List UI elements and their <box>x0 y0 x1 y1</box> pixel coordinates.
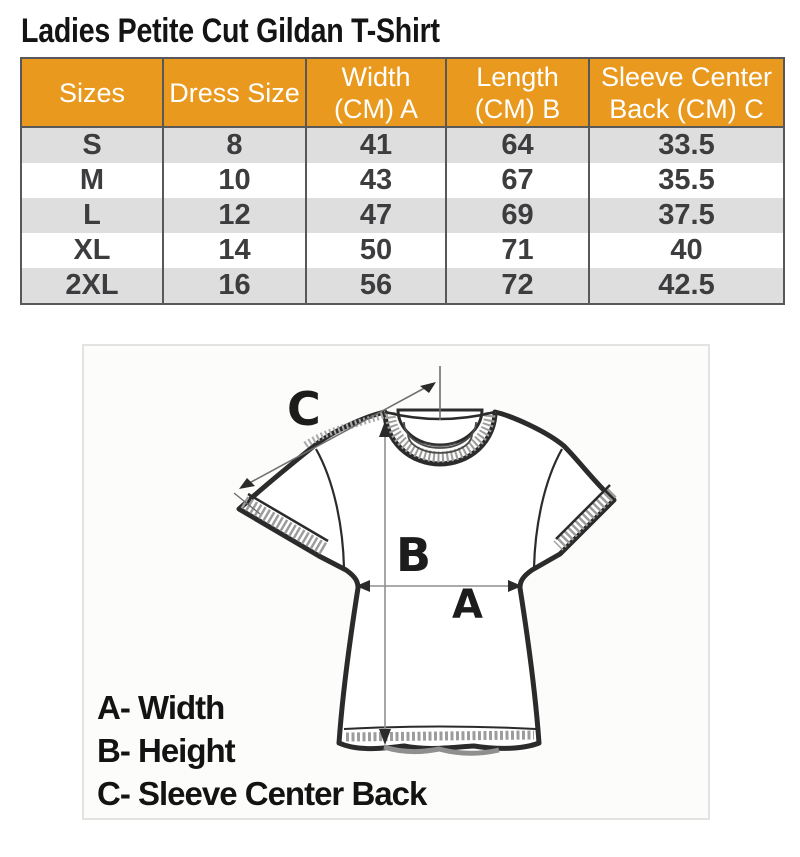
table-cell: 2XL <box>21 268 163 304</box>
table-cell: 50 <box>306 233 446 268</box>
legend-line-b: B- Height <box>97 732 235 769</box>
table-cell: 12 <box>163 198 306 233</box>
legend-line-c: C- Sleeve Center Back <box>97 775 427 812</box>
table-cell: 8 <box>163 127 306 163</box>
table-cell: 41 <box>306 127 446 163</box>
table-cell: 71 <box>446 233 589 268</box>
header-line: Back (CM) C <box>609 93 764 124</box>
table-cell: 33.5 <box>589 127 784 163</box>
table-row <box>21 163 784 198</box>
table-row <box>21 127 784 163</box>
table-row <box>21 198 784 233</box>
table-cell: 35.5 <box>589 163 784 198</box>
header-line: Length <box>476 61 559 92</box>
table-cell: 67 <box>446 163 589 198</box>
header-line: Width <box>341 61 411 92</box>
table-cell: 47 <box>306 198 446 233</box>
table-cell: 72 <box>446 268 589 304</box>
table-row <box>21 268 784 304</box>
label-b: B <box>396 528 432 582</box>
table-header-row <box>21 58 784 127</box>
table-cell: 64 <box>446 127 589 163</box>
label-a: A <box>452 582 483 628</box>
table-cell: L <box>21 198 163 233</box>
table-cell: 69 <box>446 198 589 233</box>
table-cell: 42.5 <box>589 268 784 304</box>
col-header-sleeve-center-back <box>589 58 784 127</box>
table-cell: XL <box>21 233 163 268</box>
table-cell: 43 <box>306 163 446 198</box>
arrowhead-c-bottom <box>239 478 255 489</box>
header-line: (CM) B <box>474 93 561 124</box>
table-cell: 40 <box>589 233 784 268</box>
col-header-dress-size <box>163 58 306 127</box>
header-line: (CM) A <box>334 93 418 124</box>
size-chart-table <box>20 57 785 305</box>
table-cell: M <box>21 163 163 198</box>
table-cell: 14 <box>163 233 306 268</box>
col-header-width <box>306 58 446 127</box>
page-title: Ladies Petite Cut Gildan T-Shirt <box>21 12 440 50</box>
label-c: C <box>287 382 321 436</box>
table-cell: 16 <box>163 268 306 304</box>
diagram-legend <box>97 686 426 815</box>
header-line: Sizes <box>58 77 126 108</box>
table-cell: S <box>21 127 163 163</box>
measurement-diagram-box <box>82 344 710 820</box>
header-line: Sleeve Center <box>600 61 773 92</box>
table-cell: 10 <box>163 163 306 198</box>
arrowhead-c-top <box>420 382 436 393</box>
col-header-sizes <box>21 58 163 127</box>
table-cell: 56 <box>306 268 446 304</box>
col-header-length <box>446 58 589 127</box>
table-cell: 37.5 <box>589 198 784 233</box>
table-row <box>21 233 784 268</box>
legend-line-a: A- Width <box>97 689 225 726</box>
header-line: Dress Size <box>169 77 300 108</box>
